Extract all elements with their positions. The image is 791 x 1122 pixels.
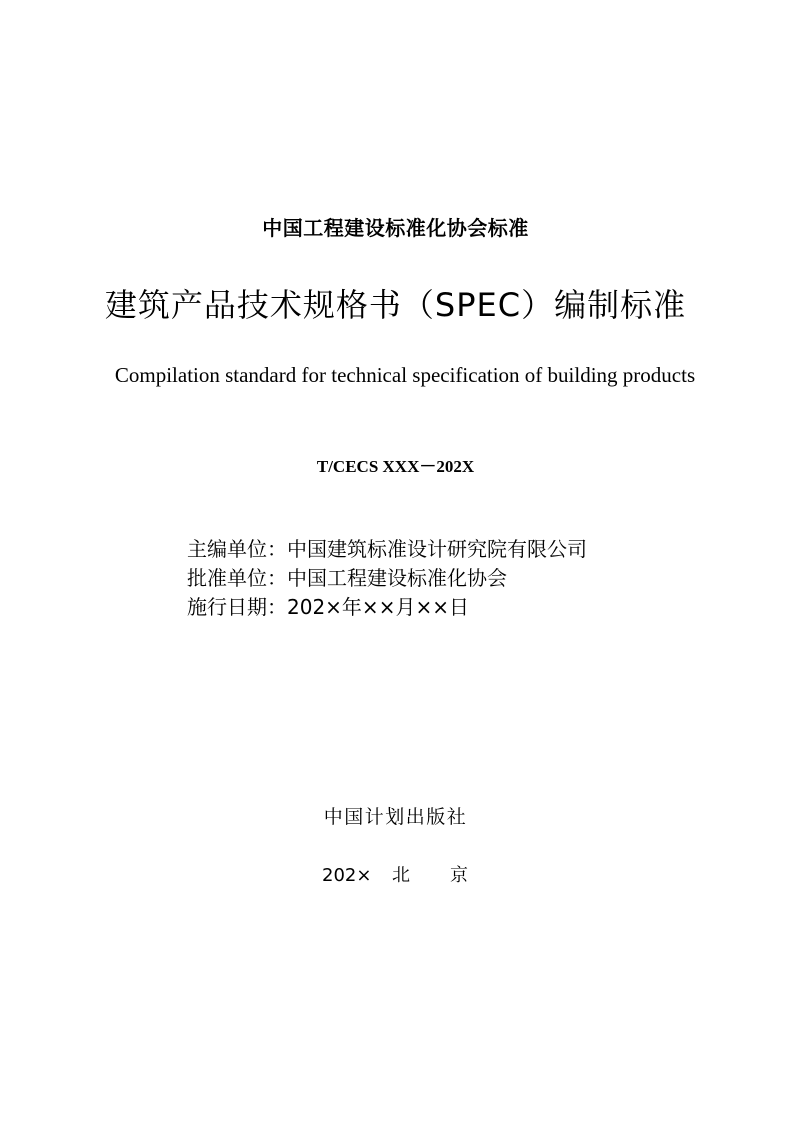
city-char-1: 北 bbox=[392, 865, 410, 886]
association-header: 中国工程建设标准化协会标准 bbox=[262, 216, 529, 240]
info-value: 中国工程建设标准化协会 bbox=[287, 566, 507, 590]
approval-row bbox=[187, 564, 587, 593]
publication-place-year bbox=[322, 861, 468, 887]
info-separator: ： bbox=[267, 595, 287, 619]
city-char-2: 京 bbox=[450, 865, 468, 886]
info-block bbox=[187, 535, 587, 622]
info-label: 施行日期 bbox=[187, 595, 267, 619]
info-separator: ： bbox=[267, 537, 287, 561]
info-label: 主编单位 bbox=[187, 537, 267, 561]
info-value: 202×年××月××日 bbox=[287, 595, 469, 619]
effective-date-row bbox=[187, 593, 587, 622]
publisher-name: 中国计划出版社 bbox=[323, 806, 468, 828]
publication-year: 202× bbox=[322, 865, 372, 886]
english-title: Compilation standard for technical specification of building products bbox=[114, 363, 696, 387]
standard-code: T/CECS XXX－202X bbox=[316, 457, 475, 476]
chief-editor-row bbox=[187, 535, 587, 564]
standard-title: 建筑产品技术规格书（SPEC）编制标准 bbox=[104, 286, 687, 324]
info-value: 中国建筑标准设计研究院有限公司 bbox=[287, 537, 587, 561]
info-label: 批准单位 bbox=[187, 566, 267, 590]
info-separator: ： bbox=[267, 566, 287, 590]
